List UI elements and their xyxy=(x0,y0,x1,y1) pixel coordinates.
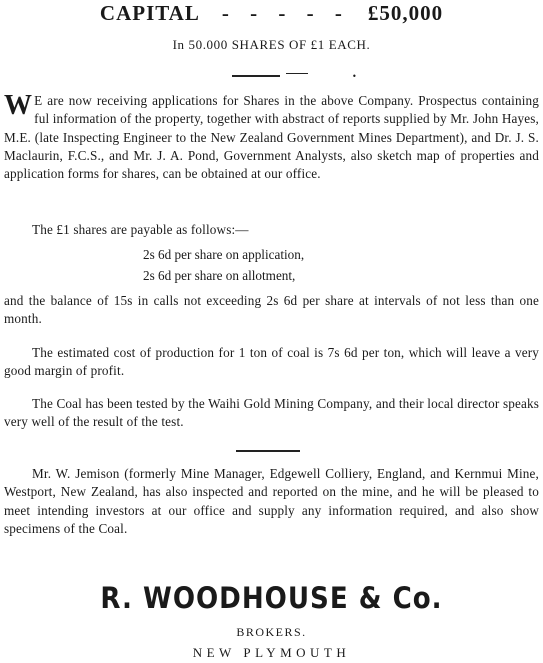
shares-line: In 50.000 SHARES OF £1 EACH. xyxy=(172,37,371,52)
paragraph-production-cost: The estimated cost of production for 1 ton of coal is 7s 6d per ton, which will leave a very good margin of profit. xyxy=(4,345,539,379)
payment-line-allotment: 2s 6d per share on allotment, xyxy=(143,268,296,283)
location-label: NEW PLYMOUTH xyxy=(192,645,351,660)
shares-payable-intro: The £1 shares are payable as follows:— xyxy=(32,222,249,237)
divider-dot: • xyxy=(352,72,357,81)
drop-cap: W xyxy=(4,90,33,121)
paragraph-inspection: Mr. W. Jemison (formerly Mine Manager, Edgewell Colliery, England, and Kernmui Mine, Westport, New Zealand, has also inspected and reported on the mine, and he will be pleased to meet intending investors at our office and supply any information required, and also show specimens of the Coal. xyxy=(4,466,539,536)
applications-text: E are now receiving applications for Shares in the above Company. Prospectus containing ful information of the property, together with abstract of reports supplied by Mr. John Hayes, M.E. (late Inspecting Engineer to the New Zealand Government Mines Department), and Dr. J. S. Maclaurin, F.C.S., and Mr. J. A. Pond, Government Analysts, also sketch map of properties and application forms for shares, can be obtained at our office. xyxy=(4,93,539,182)
paragraph-coal-test: The Coal has been tested by the Waihi Gold Mining Company, and their local director speaks very well of the result of the test. xyxy=(4,396,539,430)
divider-rule-2 xyxy=(236,450,300,452)
capital-amount: £50,000 xyxy=(367,1,444,25)
capital-heading xyxy=(0,0,543,26)
paragraph-balance: and the balance of 15s in calls not exceeding 2s 6d per share at intervals of not less than one month. xyxy=(4,293,539,327)
company-name: R. WOODHOUSE & Co. xyxy=(100,581,443,615)
paragraph-applications xyxy=(4,92,539,183)
divider-rule xyxy=(232,75,280,77)
payment-line-application: 2s 6d per share on application, xyxy=(143,247,305,262)
divider-rule-short xyxy=(286,73,308,74)
capital-label: CAPITAL xyxy=(99,1,200,25)
capital-dashes: - - - - - xyxy=(221,1,350,25)
brokers-label: BROKERS. xyxy=(236,625,307,639)
